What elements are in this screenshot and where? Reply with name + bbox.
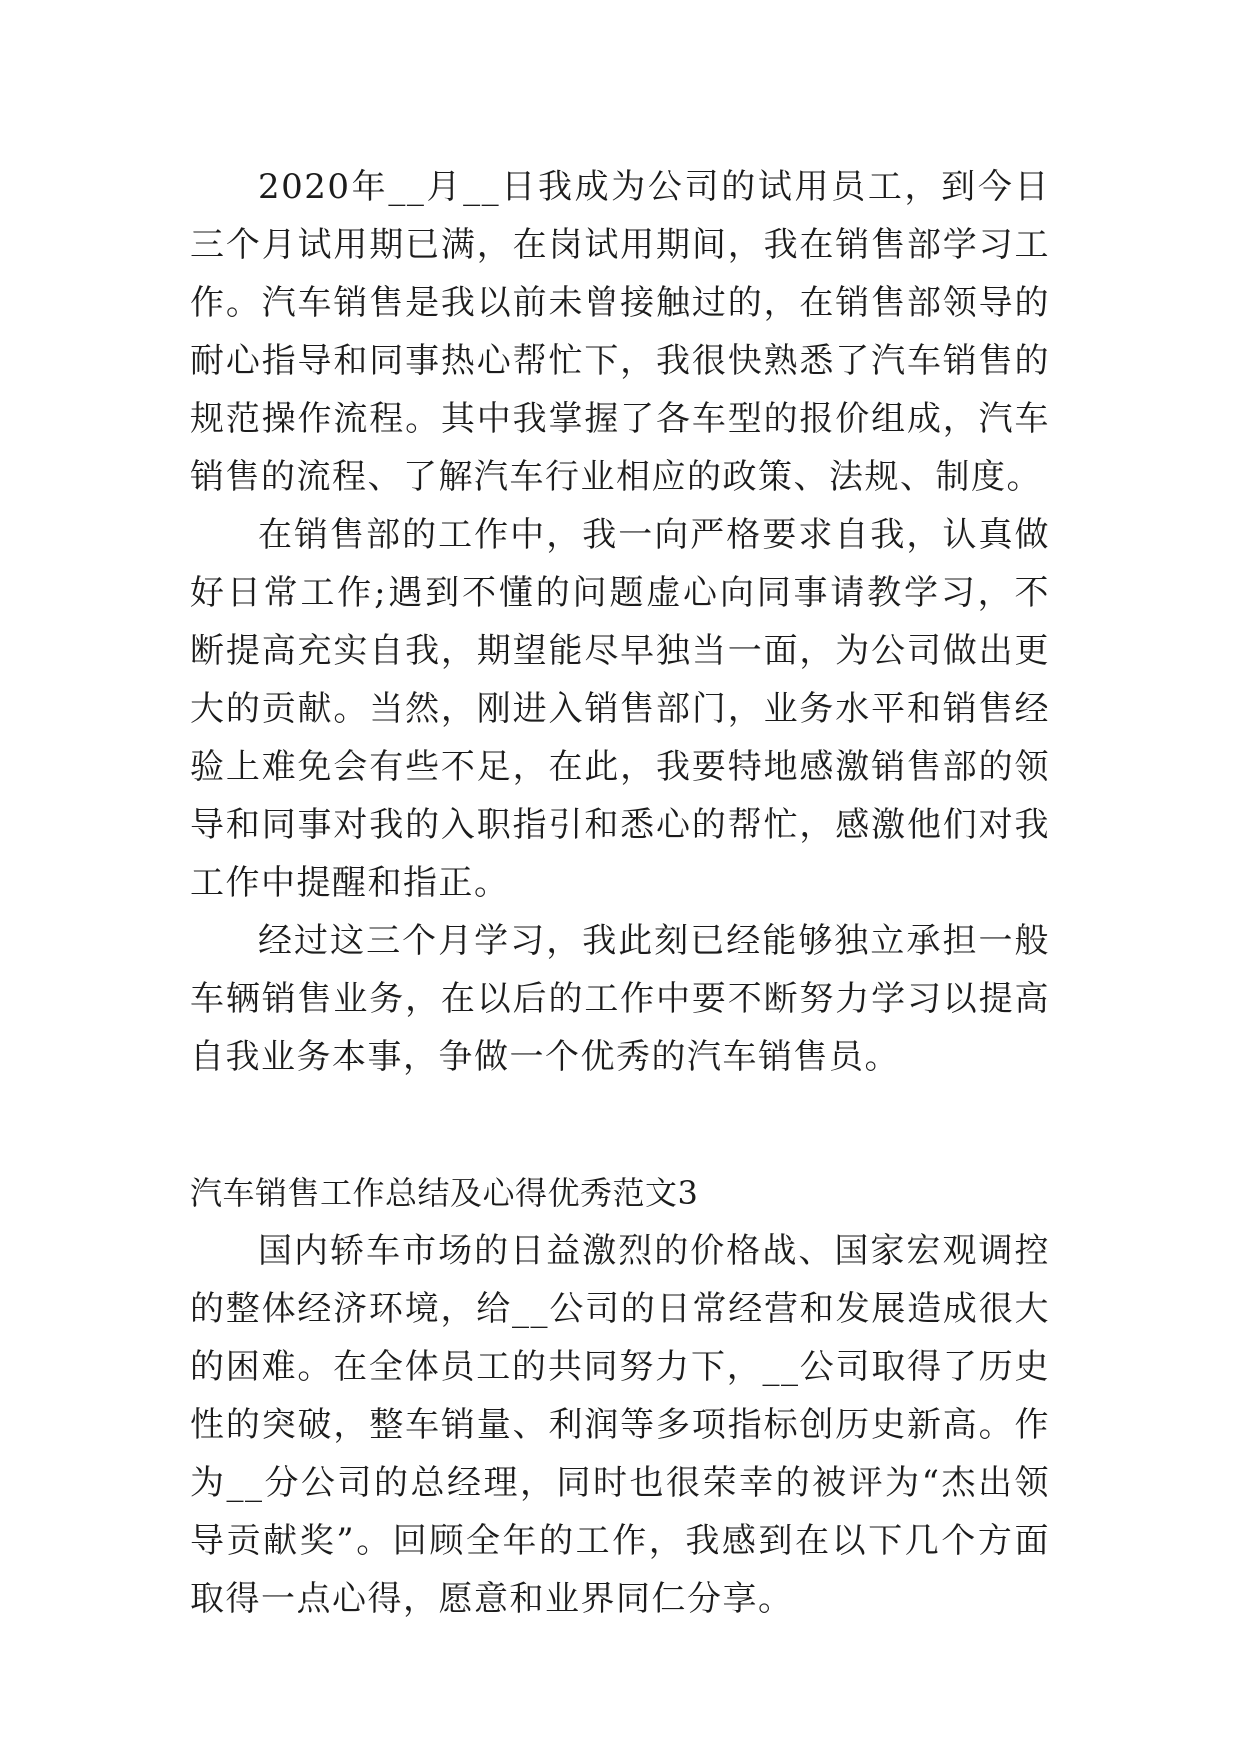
paragraph-probation-intro: 2020年__月__日我成为公司的试用员工，到今日三个月试用期已满，在岗试用期间，我在销售部学习工作。汽车销售是我以前未曾接触过的，在销售部领导的耐心指导和同事热心帮忙下，我很快熟悉了汽车销售的规范操作流程。其中我掌握了各车型的报价组成，汽车销售的流程、了解汽车行业相应的政策、法规、制度。 — [190, 167, 1050, 497]
section-title: 汽车销售工作总结及心得优秀范文3 — [190, 1174, 699, 1212]
paragraph-market-review: 国内轿车市场的日益激烈的价格战、国家宏观调控的整体经济环境，给__公司的日常经营和发展造成很大的困难。在全体员工的共同努力下，__公司取得了历史性的突破，整车销量、利润等多项指标创历史新高。作为__分公司的总经理，同时也很荣幸的被评为“杰出领导贡献奖”。回顾全年的工作，我感到在以下几个方面取得一点心得，愿意和业界同仁分享。 — [190, 1231, 1050, 1619]
document-body — [190, 158, 1050, 1628]
paragraph-future-goal: 经过这三个月学习，我此刻已经能够独立承担一般车辆销售业务，在以后的工作中要不断努力学习以提高自我业务本事，争做一个优秀的汽车销售员。 — [190, 921, 1050, 1077]
paragraph-work-attitude: 在销售部的工作中，我一向严格要求自我，认真做好日常工作;遇到不懂的问题虚心向同事请教学习，不断提高充实自我，期望能尽早独当一面，为公司做出更大的贡献。当然，刚进入销售部门，业务水平和销售经验上难免会有些不足，在此，我要特地感激销售部的领导和同事对我的入职指引和悉心的帮忙，感激他们对我工作中提醒和指正。 — [190, 515, 1050, 903]
